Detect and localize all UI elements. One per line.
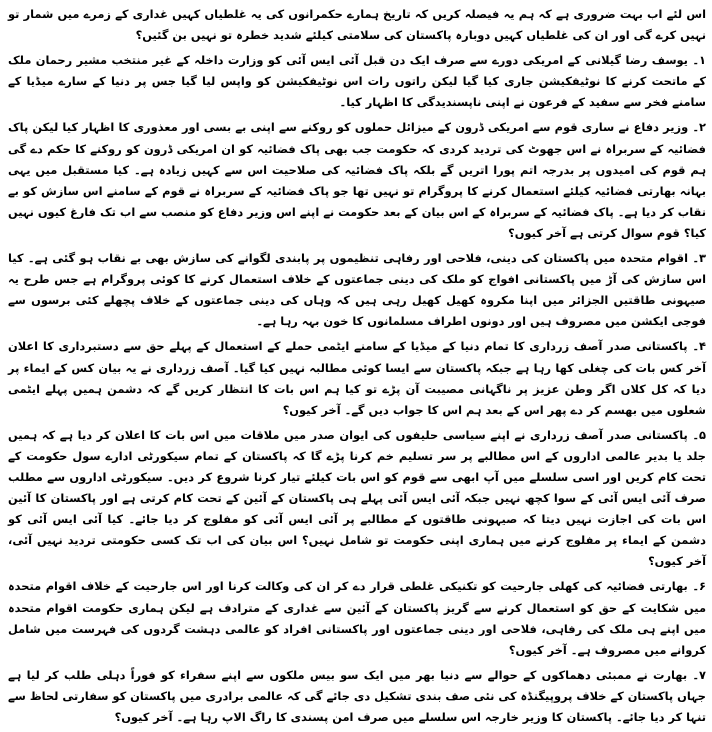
paragraph-point-1: ۱۔ یوسف رضا گیلانی کے امریکی دورے سے صرف ایک دن قبل آئی ایس آئی کو وزارت داخلہ کے غیر منتخب مشیر رحمان ملک کے ماتحت کرنے کا نوٹیفکیشن جاری کیا گیا لیکن راتوں رات اس نوٹیفکیشن کو واپس لیا گیا جس پر دنیا کے سارے میڈیا کے سامنے فخر سے سفید کے فرعون نے اپنی ناپسندیدگی کا اظہار کیا۔ <box>8 53 706 110</box>
paragraph-point-5: ۵۔ پاکستانی صدر آصف زرداری نے اپنے سیاسی حلیفوں کی ایوان صدر میں ملاقات میں اس بات کا اعلان کر دیا ہے کہ ہمیں جلد یا بدیر عالمی اداروں کے اس مطالبے پر سر تسلیم خم کرنا پڑے گا کہ پاکستان کے تمام سیکورٹی ادارے سول حکومت کے تحت کام کریں اور اسی سلسلے میں آپ ابھی سے قوم کو اس بات کیلئے تیار کرنا شروع کر دیں۔ سیکورٹی اداروں سے مطلب صرف آئی ایس آئی کے سوا کچھ نہیں جبکہ آئی ایس آئی پہلے ہی پاکستان کے آئین کے تحت کام کرتی ہے اور پاکستان کا آئین اس بات کی اجازت نہیں دیتا کہ صیہونی طاقتوں کے مطالبے پر آئی ایس آئی کو مفلوج کر دیا جائے۔ کیا آئی ایس آئی کو دشمن کے ایماء پر مفلوج کرنے میں ہماری اپنی حکومت تو شامل نہیں؟ اس بیان کی اب تک کسی حکومتی تردید نہیں آئی، آخر کیوں؟ <box>8 427 706 569</box>
paragraph-point-4: ۴۔ پاکستانی صدر آصف زرداری کا تمام دنیا کے میڈیا کے سامنے ایٹمی حملے کے استعمال کے پہلے حق سے دستبرداری کا اعلان آخر کس بات کی چغلی کھا رہا ہے جبکہ پاکستان سے ایسا کوئی مطالبہ نہیں کیا گیا۔ آصف زرداری نے یہ بیان کس کے ایماء پر دیا کہ کل کلاں اگر وطن عزیز پر ناگہانی مصیبت آن پڑے تو کیا ہم اس بات کا انتظار کریں گے کہ دشمن ہمیں پہلے ایٹمی شعلوں میں بھسم کر دے پھر اس کے بعد ہم اس کا جواب دیں گے۔ آخر کیوں؟ <box>8 339 706 417</box>
paragraph-point-3: ۳۔ اقوام متحدہ میں پاکستان کی دینی، فلاحی اور رفاہی تنظیموں پر پابندی لگوانے کی سازش بھی بے نقاب ہو گئی ہے۔ کیا اس سازش کی آڑ میں پاکستانی افواج کو ملک کی دینی جماعتوں کے خلاف استعمال کرنے کا کوئی پروگرام ہے جس طرح یہ صیہونی طاقتیں الجزائر میں اپنا مکروہ کھیل کھیل رہی ہیں کہ وہاں کی دینی جماعتوں کے خلاف پچھلے کئی برسوں سے فوجی ایکشن میں مصروف ہیں اور دونوں اطراف مسلمانوں کا خون بہہ رہا ہے۔ <box>8 251 706 329</box>
paragraph-point-2: ۲۔ وزیر دفاع نے ساری قوم سے امریکی ڈرون کے میزائل حملوں کو روکنے سے اپنی بے بسی اور معذوری کا اظہار کیا لیکن پاک فضائیہ کے سربراہ نے اس جھوٹ کی تردید کردی کہ حکومت جب بھی پاک فضائیہ کو ان امریکی ڈرون کو روکنے کا حکم دے گی ہم قوم کی امیدوں پر بدرجہ اتم پورا اتریں گے بلکہ پاک فضائیہ کی صلاحیت اس سے کہیں زیادہ ہے۔ کیا مستقبل میں یہی بہانہ بھارتی فضائیہ کیلئے استعمال کرنے کا پروگرام تو نہیں تھا جو پاک فضائیہ کے سربراہ نے قوم کے سامنے اس سازش کو بے نقاب کر دیا ہے۔ پاک فضائیہ کے سربراہ کے اس بیان کے بعد حکومت نے اپنے اس وزیر دفاع کو منصب سے اب تک فارغ کیوں نہیں کیا؟ قوم سوال کرتی ہے آخر کیوں؟ <box>8 120 706 240</box>
document-page <box>4 4 708 728</box>
paragraph-intro: اس لئے اب بہت ضروری ہے کہ ہم یہ فیصلہ کریں کہ تاریخ ہمارے حکمرانوں کی یہ غلطیاں کہیں غداری کے زمرے میں شمار تو نہیں کرے گی اور ان کی غلطیاں کہیں دوبارہ پاکستان کی سلامتی کیلئے شدید خطرہ تو نہیں بن گئیں؟ <box>8 7 706 43</box>
paragraph-point-7: ۷۔ بھارت نے ممبئی دھماکوں کے حوالے سے دنیا بھر میں ایک سو بیس ملکوں سے اپنے سفراء کو فوراً دہلی طلب کر لیا ہے جہاں پاکستان کے خلاف پروپیگنڈہ کی نئی صف بندی تشکیل دی جائے گی کہ عالمی برادری میں پاکستان کو سفارتی لحاظ سے تنہا کر دیا جائے۔ پاکستان کا وزیر خارجہ اس سلسلے میں صرف امن پسندی کا راگ الاپ رہا ہے۔ آخر کیوں؟ <box>8 667 706 724</box>
paragraph-point-6: ۶۔ بھارتی فضائیہ کی کھلی جارحیت کو تکنیکی غلطی قرار دے کر ان کی وکالت کرنا اور اس جارحیت کے خلاف اقوام متحدہ میں شکایت کے حق کو استعمال کرنے سے گریز پاکستان کے آئین سے غداری کے مترادف ہے لیکن ہماری حکومت اقوام متحدہ میں اپنے ہی ملک کی رفاہی، فلاحی اور دینی جماعتوں اور پاکستانی افراد کو عالمی دہشت گردوں کی فہرست میں شامل کروانے میں مصروف ہے۔ آخر کیوں؟ <box>8 579 706 657</box>
